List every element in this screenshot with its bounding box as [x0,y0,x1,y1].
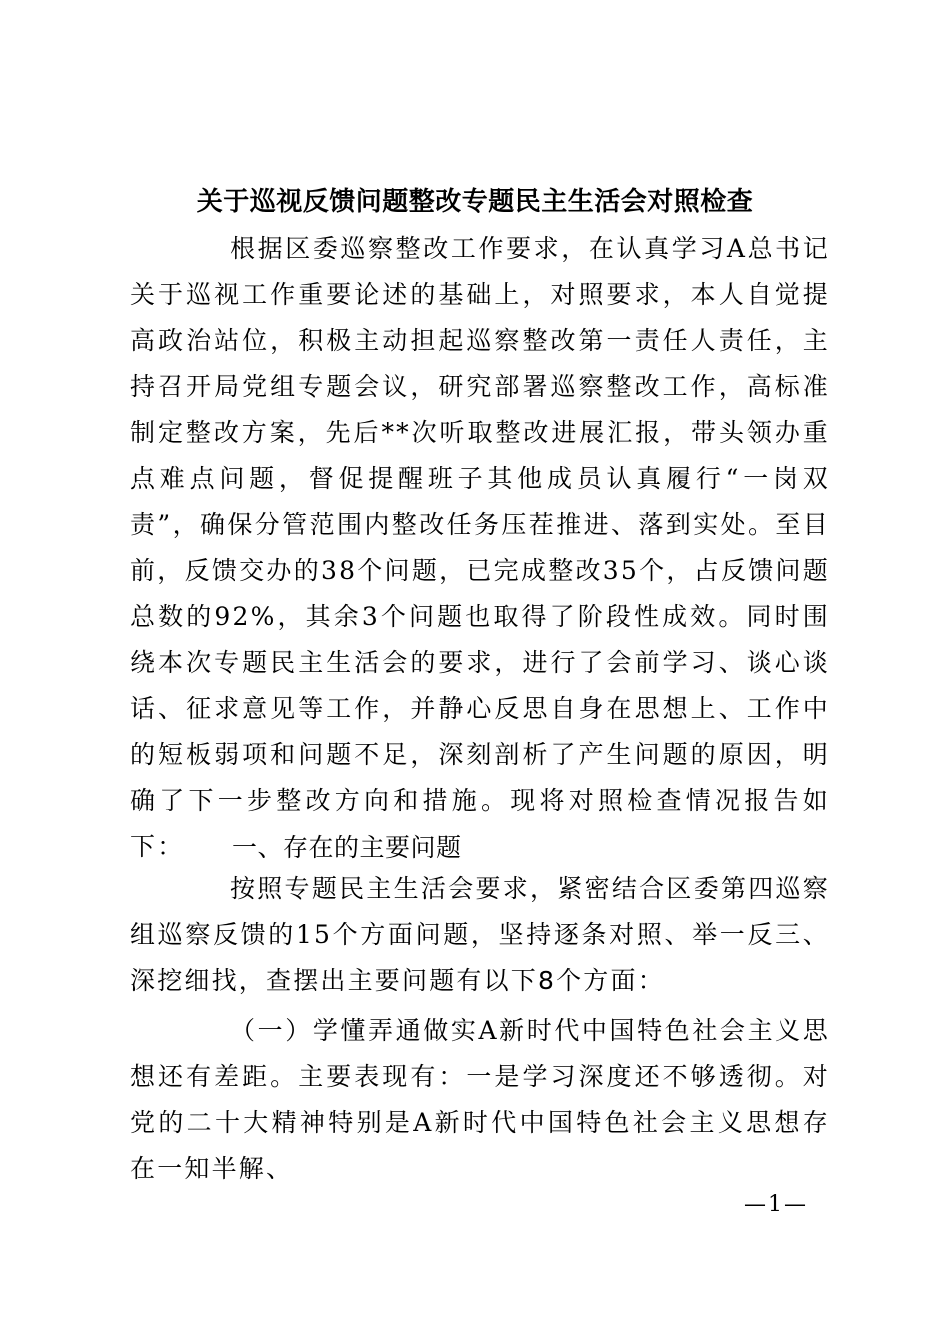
paragraph-problems-overview [130,866,830,1004]
paragraph-problems-overview-plain: 按照专题民主生活会要求，紧密结合区委第四巡察组巡察反馈的15个方面问题，坚持逐条对照、举一反 [130,874,830,949]
paragraph-problem-1: （一）学懂弄通做实A新时代中国特色社会主义思想还有差距。主要表现有：一是学习深度还不够透彻。对党的二十大精神特别是A新时代中国特色社会主义思想存在一知半解、 [130,1016,830,1183]
document-title: 关于巡视反馈问题整改专题民主生活会对照检查 [196,187,754,217]
paragraph-intro: 根据区委巡察整改工作要求，在认真学习A总书记关于巡视工作重要论述的基础上，对照要求，本人自觉提高政治站位，积极主动担起巡察整改第一责任人责任，主持召开局党组专题会议，研究部署巡察整改工作，高标准制定整改方案，先后**次听取整改进展汇报，带头领办重点难点问题，督促提醒班子其他成员认真履行“一岗双责”，确保分管范围内整改任务压茬推进、落到实处。至目前，反馈交办的38个问题，已完成整改35个，占反馈问题总数的92%，其余3个问题也取得了阶段性成效。同时围绕本次专题民主生活会的要求，进行了会前学习、谈心谈话、征求意见等工作，并静心反思自身在思想上、工作中的短板弱项和问题不足，深刻剖析了产生问题的原因，明确了下一步整改方向和措施。现将对照检查情况报告如下： [130,234,830,861]
page-number: —1— [744,1192,808,1217]
section-heading-main-problems: 一、存在的主要问题 [232,833,462,862]
paragraph-problems-overview-emphasis: 三、深挖细找，查摆出主要问题有以下8个方面： [130,920,830,995]
